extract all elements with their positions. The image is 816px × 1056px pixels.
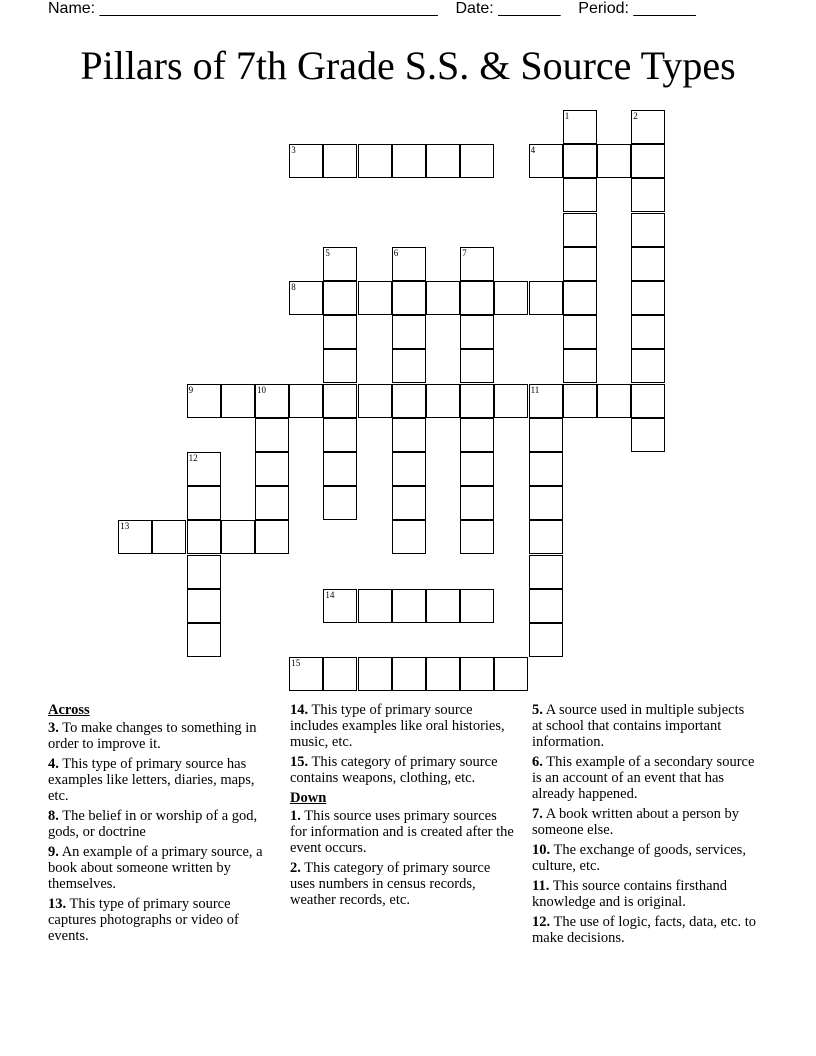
crossword-cell[interactable] <box>221 520 255 554</box>
crossword-cell[interactable] <box>563 144 597 178</box>
crossword-cell[interactable] <box>221 384 255 418</box>
crossword-cell[interactable] <box>426 144 460 178</box>
crossword-cell[interactable] <box>255 384 289 418</box>
clue-number: 15 <box>291 658 301 669</box>
crossword-cell[interactable] <box>358 281 392 315</box>
down-clue: 5. A source used in multiple subjects at school that contains important information. <box>532 702 745 750</box>
crossword-cell[interactable] <box>323 452 357 486</box>
crossword-cell[interactable] <box>187 452 221 486</box>
clue-column-1 <box>48 702 273 948</box>
crossword-cell[interactable] <box>392 657 426 691</box>
crossword-cell[interactable] <box>323 589 357 623</box>
down-clue: 11. This source contains firsthand knowledge and is original. <box>532 878 728 910</box>
crossword-cell[interactable] <box>631 213 665 247</box>
crossword-cell[interactable] <box>529 486 563 520</box>
crossword-cell[interactable] <box>631 247 665 281</box>
crossword-cell[interactable] <box>392 486 426 520</box>
across-clue: 4. This type of primary source has examples like letters, diaries, maps, etc. <box>48 756 255 804</box>
crossword-cell[interactable] <box>118 520 152 554</box>
crossword-cell[interactable] <box>631 110 665 144</box>
crossword-cell[interactable] <box>255 452 289 486</box>
name-label: Name: <box>48 0 96 17</box>
crossword-cell[interactable] <box>323 486 357 520</box>
crossword-cell[interactable] <box>631 178 665 212</box>
across-clue: 13. This type of primary source captures photographs or video of events. <box>48 896 239 944</box>
clue-number: 7 <box>462 247 467 258</box>
crossword-cell[interactable] <box>631 144 665 178</box>
crossword-cell[interactable] <box>358 144 392 178</box>
crossword-cell[interactable] <box>392 418 426 452</box>
crossword-cell[interactable] <box>358 384 392 418</box>
crossword-cell[interactable] <box>323 144 357 178</box>
crossword-cell[interactable] <box>187 520 221 554</box>
across-heading: Across <box>48 702 90 718</box>
clue-number: 5 <box>325 247 330 258</box>
clue-number: 14 <box>325 589 335 600</box>
crossword-cell[interactable] <box>392 144 426 178</box>
date-blank[interactable]: _______ <box>498 0 561 17</box>
crossword-cell[interactable] <box>255 486 289 520</box>
down-clue: 12. The use of logic, facts, data, etc. to make decisions. <box>532 914 757 946</box>
crossword-cell[interactable] <box>426 657 460 691</box>
clue-number: 4 <box>530 145 536 156</box>
clue-column-3 <box>532 702 757 950</box>
down-clue: 2. This category of primary source uses numbers in census records, weather records, etc. <box>290 860 491 908</box>
crossword-cell[interactable] <box>460 281 494 315</box>
crossword-cell[interactable] <box>392 281 426 315</box>
crossword-cell[interactable] <box>460 144 494 178</box>
crossword-cell[interactable] <box>289 144 323 178</box>
crossword-cell[interactable] <box>426 384 460 418</box>
crossword-cell[interactable] <box>460 349 494 383</box>
across-clue: 9. An example of a primary source, a book about someone written by themselves. <box>48 844 263 892</box>
crossword-cell[interactable] <box>255 520 289 554</box>
crossword-cell[interactable] <box>631 384 665 418</box>
clue-number: 10 <box>257 384 266 395</box>
crossword-cell[interactable] <box>392 315 426 349</box>
crossword-cell[interactable] <box>597 384 631 418</box>
crossword-cell[interactable] <box>187 589 221 623</box>
down-clue: 6. This example of a secondary source is an account of an event that has already happened. <box>532 754 755 802</box>
clue-number: 8 <box>291 282 296 292</box>
crossword-cell[interactable] <box>494 657 528 691</box>
crossword-cell[interactable] <box>460 452 494 486</box>
clue-number: 6 <box>393 247 399 258</box>
across-clue: 15. This category of primary source contains weapons, clothing, etc. <box>290 754 498 786</box>
crossword-cell[interactable] <box>631 349 665 383</box>
crossword-cell[interactable] <box>392 520 426 554</box>
page-title: Pillars of 7th Grade S.S. & Source Types <box>80 43 736 88</box>
crossword-cell[interactable] <box>323 384 357 418</box>
down-clue: 7. A book written about a person by someone else. <box>532 806 740 838</box>
crossword-cell[interactable] <box>563 384 597 418</box>
crossword-cell[interactable] <box>529 623 563 657</box>
crossword-cell[interactable] <box>255 418 289 452</box>
down-clue: 10. The exchange of goods, services, culture, etc. <box>532 842 746 874</box>
crossword-cell[interactable] <box>187 486 221 520</box>
crossword-cell[interactable] <box>631 315 665 349</box>
crossword-cell[interactable] <box>529 589 563 623</box>
crossword-cell[interactable] <box>529 281 563 315</box>
crossword-cell[interactable] <box>323 418 357 452</box>
crossword-cell[interactable] <box>392 349 426 383</box>
crossword-cell[interactable] <box>494 281 528 315</box>
crossword-cell[interactable] <box>529 452 563 486</box>
clue-number: 2 <box>633 111 638 121</box>
down-heading: Down <box>290 790 327 806</box>
crossword-cell[interactable] <box>563 178 597 212</box>
clue-number: 9 <box>188 384 194 395</box>
period-label: Period: <box>578 0 629 17</box>
crossword-cell[interactable] <box>563 110 597 144</box>
clue-number: 3 <box>291 145 296 156</box>
crossword-cell[interactable] <box>289 384 323 418</box>
down-clue: 1. This source uses primary sources for information and is created after the event occurs. <box>290 808 514 856</box>
crossword-cell[interactable] <box>426 589 460 623</box>
crossword-cell[interactable] <box>392 452 426 486</box>
clue-column-2 <box>290 702 515 912</box>
crossword-cell[interactable] <box>529 520 563 554</box>
crossword-cell[interactable] <box>460 384 494 418</box>
crossword-cell[interactable] <box>529 418 563 452</box>
crossword-cell[interactable] <box>460 315 494 349</box>
crossword-cell[interactable] <box>426 281 460 315</box>
crossword-cell[interactable] <box>187 384 221 418</box>
clue-number: 1 <box>564 111 570 121</box>
crossword-cell[interactable] <box>563 349 597 383</box>
crossword-cell[interactable] <box>392 589 426 623</box>
crossword-cell[interactable] <box>631 281 665 315</box>
date-label: Date: <box>455 0 494 17</box>
crossword-cell[interactable] <box>563 315 597 349</box>
crossword-cell[interactable] <box>289 657 323 691</box>
crossword-cell[interactable] <box>563 281 597 315</box>
crossword-cell[interactable] <box>323 281 357 315</box>
period-blank[interactable]: _______ <box>633 0 696 17</box>
crossword-cell[interactable] <box>323 315 357 349</box>
crossword-cell[interactable] <box>323 657 357 691</box>
clue-number: 11 <box>530 384 540 395</box>
crossword-cell[interactable] <box>460 247 494 281</box>
crossword-cell[interactable] <box>529 144 563 178</box>
crossword-cell[interactable] <box>529 555 563 589</box>
crossword-cell[interactable] <box>460 486 494 520</box>
name-blank[interactable]: ______________________________________ <box>99 0 438 17</box>
crossword-cell[interactable] <box>563 247 597 281</box>
crossword-cell[interactable] <box>323 247 357 281</box>
crossword-cell[interactable] <box>631 418 665 452</box>
crossword-cell[interactable] <box>358 589 392 623</box>
crossword-cell[interactable] <box>392 247 426 281</box>
crossword-cell[interactable] <box>392 384 426 418</box>
crossword-cell[interactable] <box>597 144 631 178</box>
crossword-cell[interactable] <box>529 384 563 418</box>
crossword-cell[interactable] <box>187 623 221 657</box>
across-clue: 3. To make changes to something in order to improve it. <box>48 720 257 752</box>
clue-number: 12 <box>188 453 198 463</box>
crossword-cell[interactable] <box>460 657 494 691</box>
crossword-cell[interactable] <box>152 520 186 554</box>
crossword-cell[interactable] <box>460 418 494 452</box>
across-clue: 8. The belief in or worship of a god, gods, or doctrine <box>48 808 258 840</box>
crossword-cell[interactable] <box>460 520 494 554</box>
across-clue: 14. This type of primary source includes examples like oral histories, music, etc. <box>290 702 505 750</box>
crossword-cell[interactable] <box>289 281 323 315</box>
crossword-cell[interactable] <box>460 589 494 623</box>
crossword-cell[interactable] <box>494 384 528 418</box>
crossword-cell[interactable] <box>323 349 357 383</box>
clue-number: 13 <box>120 521 130 532</box>
crossword-cell[interactable] <box>563 213 597 247</box>
crossword-cell[interactable] <box>187 555 221 589</box>
crossword-cell[interactable] <box>358 657 392 691</box>
